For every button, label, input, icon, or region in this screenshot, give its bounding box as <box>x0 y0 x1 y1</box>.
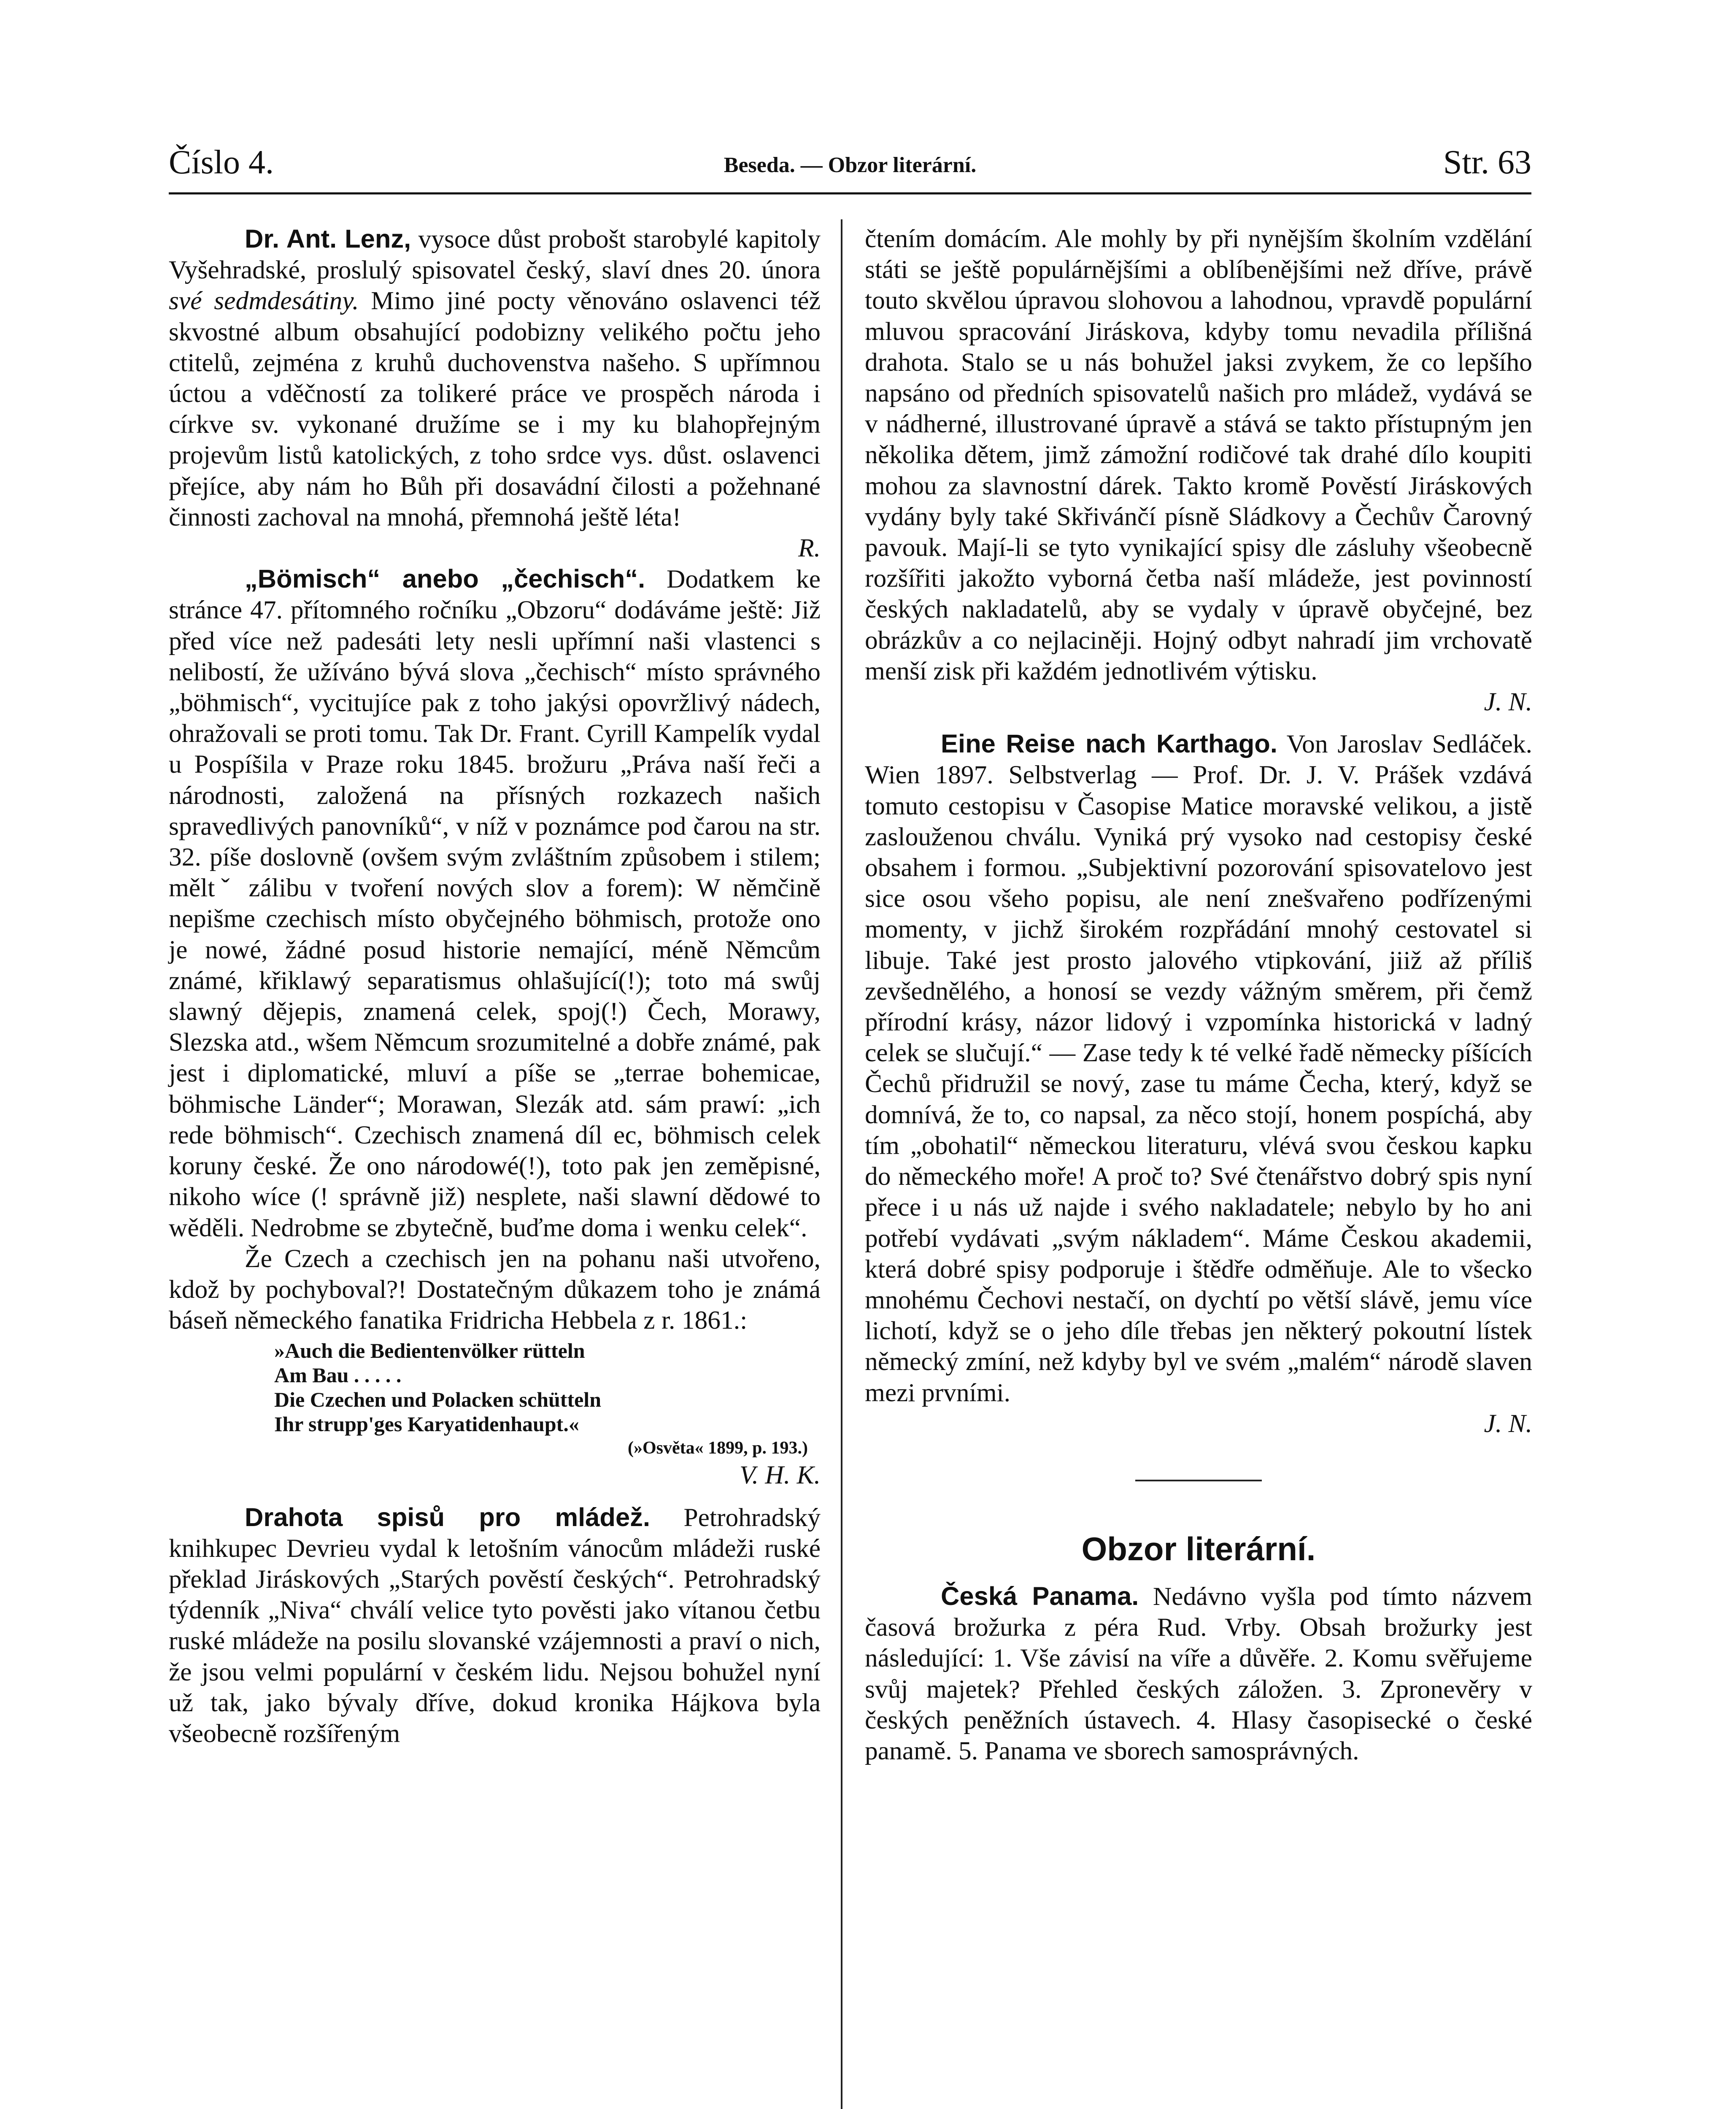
signature: J. N. <box>1484 1409 1532 1438</box>
section-title: Obzor literární. <box>1081 1530 1316 1567</box>
signature: V. H. K. <box>740 1461 821 1490</box>
page-number: Str. 63 <box>1443 144 1531 181</box>
article-heading: Česká Panama. <box>941 1581 1139 1611</box>
emphasis: své sedmdesátiny. <box>169 286 359 316</box>
running-title: Beseda. — Obzor literární. <box>724 153 977 177</box>
right-column <box>865 224 1532 1766</box>
signature: J. N. <box>1484 688 1532 717</box>
article-drahota <box>169 1502 821 1750</box>
poem-line: Am Bau . . . . . <box>274 1363 402 1387</box>
issue-number: Číslo 4. <box>169 144 274 181</box>
poem-line: Ihr strupp'ges Karyatidenhaupt.« <box>274 1412 579 1436</box>
section-separator <box>1135 1480 1262 1481</box>
signature: R. <box>798 534 821 563</box>
page-header <box>169 143 1531 190</box>
article-bohmisch <box>169 564 821 1243</box>
article-text: Petrohradský knihkupec Devrieu vydal k letošním vánocům mládeži ruské překlad Jiráskových „Starých pověstí českých“. Petrohradský týdenník „Niva“ chválí velice tyto pověsti jako vítanou četbu ruské mládeže na posilu slovanské vzájemnosti a praví o nich, že jsou velmi populární v českém lidu. Nejsou bohužel nyní už tak, jako bývaly dříve, dokud kronika Hájkova byla všeobecně rozšířeným <box>169 1503 821 1748</box>
header-rule <box>169 192 1531 194</box>
article-text: vysoce důst probošt starobylé kapitoly Vyšehradské, proslulý spisovatel český, slaví dnes 20. února <box>169 225 821 285</box>
column-divider <box>841 219 842 2109</box>
article-lenz <box>169 224 821 533</box>
article-heading: Drahota spisů pro mládež. <box>245 1502 651 1532</box>
article-text: Nedávno vyšla pod tímto názvem časová brožurka z péra Rud. Vrby. Obsah brožurky jest následující: 1. Vše závisí na víře a důvěře. 2. Komu svěřujeme svůj majetek? Přehled českých záložen. 3. Zpronevěry v českých peněžních ústavech. 4. Hlasy časopisecké o české panamě. 5. Panama ve sborech samosprávných. <box>865 1582 1533 1765</box>
poem-source: (»Osvěta« 1899, p. 193.) <box>628 1438 808 1458</box>
left-column <box>169 224 821 1749</box>
article-karthago <box>865 728 1532 1408</box>
article-continuation: čtením domácím. Ale mohly by při nynějším školním vzdělání státi se ještě populárnějšími a oblíbenějšími než dříve, právě touto skvělou úpravou slohovou a lahodnou, vpravdě populární mluvou spracování Jiráskova, kdyby tomu nevadila přílišná drahota. Stalo se u nás bohužel jaksi zvykem, že co lepšího napsáno od předních spisovatelů našich pro mládež, vydává se v nádherné, illustrované úpravě a stává se takto přístupným jen několika dětem, jimž zámožní rodičové tak drahé dílo koupiti mohou za slavnostní dárek. Takto kromě Pověstí Jiráskových vydány byly také Skřivánčí písně Sládkovy a Čechův Čarovný pavouk. Mají-li se tyto vynikající spisy dle zásluhy všeobecně rozšířiti jakožto vyborná četba naší mládeže, jest povinností českých nakladatelů, aby se vydaly v úpravě obyčejné, bez obrázkův a co nejlaciněji. Hojný odbyt nahradí jim vrchovatě menší zisk při každém jednotlivém výtisku. <box>865 224 1532 685</box>
article-heading: „Bömisch“ anebo „čechisch“. <box>245 564 645 594</box>
poem-line: »Auch die Bedientenvölker rütteln <box>274 1339 585 1363</box>
article-heading: Eine Reise nach Karthago. <box>941 729 1277 759</box>
article-text: Mimo jiné pocty věnováno oslavenci též skvostné album obsahující podobizny velikého počtu jeho ctitelů, zejména z kruhů duchovenstva našeho. S upřímnou úctou a vděčností za tolikeré práce ve prospěch národa i církve sv. vykonané družíme se i my ku blahopřejným projevům listů katolických, z toho srdce vys. důst. oslavenci přejíce, aby nám ho Bůh při dosavádní čilosti a požehnané činnosti zachoval na mnohá, přemnohá ještě léta! <box>169 286 821 531</box>
article-panama <box>865 1581 1532 1766</box>
article-text: Dodatkem ke stránce 47. přítomného ročníku „Obzoru“ dodáváme ještě: Již před více než padesáti lety nesli upřímní naši vlastenci s nelibostí, že užíváno bývá slova „čechisch“ místo správného „böhmisch“, vycitujíce pak z toho jakýsi opovržlivý nádech, ohražovali se proti tomu. Tak Dr. Frant. Cyrill Kampelík vydal u Pospíšila v Praze roku 1845. brožuru „Práva naší řeči a národnosti, založená na přísných rozkazech našich spravedlivých panovníků“, v níž v poznámce pod čarou na str. 32. píše doslovně (ovšem svým zvláštním způsobem i stilem; měltˇ zálibu v tvoření nových slov a forem): W němčině nepišme czechisch místo obyčejného böhmisch, protože ono je nowé, žádné posud historie nemající, méně Němcům známé, křiklawý separatismus ohlašující(!); toto má swůj slawný dějepis, znamená celek, spoj(!) Čech, Morawy, Slezska atd., wšem Němcum srozumitelné a dobře známé, pak jest i diplomatické, mluví a píše se „terrae bohemicae, böhmische Länder“; Morawan, Slezák atd. sám prawí: „ich rede böhmisch“. Czechisch znamená díl ec, böhmisch celek koruny české. Že ono národowé(!), toto pak jen zeměpisné, nikoho wíce (! správně již) nesplete, naši slawní dědowé to wěděli. Nedrobme se zbytečně, buďme doma i wenku celek“. <box>169 565 821 1242</box>
article-heading: Dr. Ant. Lenz, <box>245 224 411 254</box>
poem-quote <box>274 1338 821 1436</box>
poem-line: Die Czechen und Polacken schütteln <box>274 1388 601 1412</box>
article-text: Von Jaroslav Sedláček. Wien 1897. Selbstverlag — Prof. Dr. J. V. Prášek vzdává tomuto cestopisu v Časopise Matice moravské velikou, a jistě zaslouženou chválu. Vyniká prý vysoko nad cestopisy české obsahem i formou. „Subjektivní pozorování spisovatelovo jest sice osou všeho popisu, ale není znešvařeno podřízenými momenty, v jichž širokém rozpřádání mnohý cestovatel si libuje. Také jest prosto jalového vtipkování, jiiž až příliš zevšednělého, a honosí se vezdy vážným směrem, při čemž přírodní krásy, názor lidový i vzpomínka historická v ladný celek se slučují.“ — Zase tedy k té velké řadě německy píšících Čechů přidružil se nový, zase tu máme Čecha, který, když se domnívá, že to, co napsal, za něco stojí, honem pospíchá, aby tím „obohatil“ německou literaturu, vlévá svou českou kapku do německého moře! A proč to? Své čtenářstvo dobrý spis nyní přece i u nás už najde i svého nakladatele; nebylo by ho ani potřebí vydávati „svým nákladem“. Máme Českou akademii, která dobré spisy podporuje i štědře odměňuje. Ale to všecko mnohému Čechovi nestačí, on dychtí po větší slávě, jemu více lichotí, když se o jeho díle třebas jen některý pokoutní lístek německý zmíní, než kdyby byl ve svém „malém“ národě slaven mezi prvními. <box>865 730 1532 1407</box>
article-paragraph: Že Czech a czechisch jen na pohanu naši utvořeno, kdož by pochyboval?! Dostatečným důkazem toho je známá báseň německého fanatika Fridricha Hebbela z r. 1861.: <box>169 1244 821 1335</box>
